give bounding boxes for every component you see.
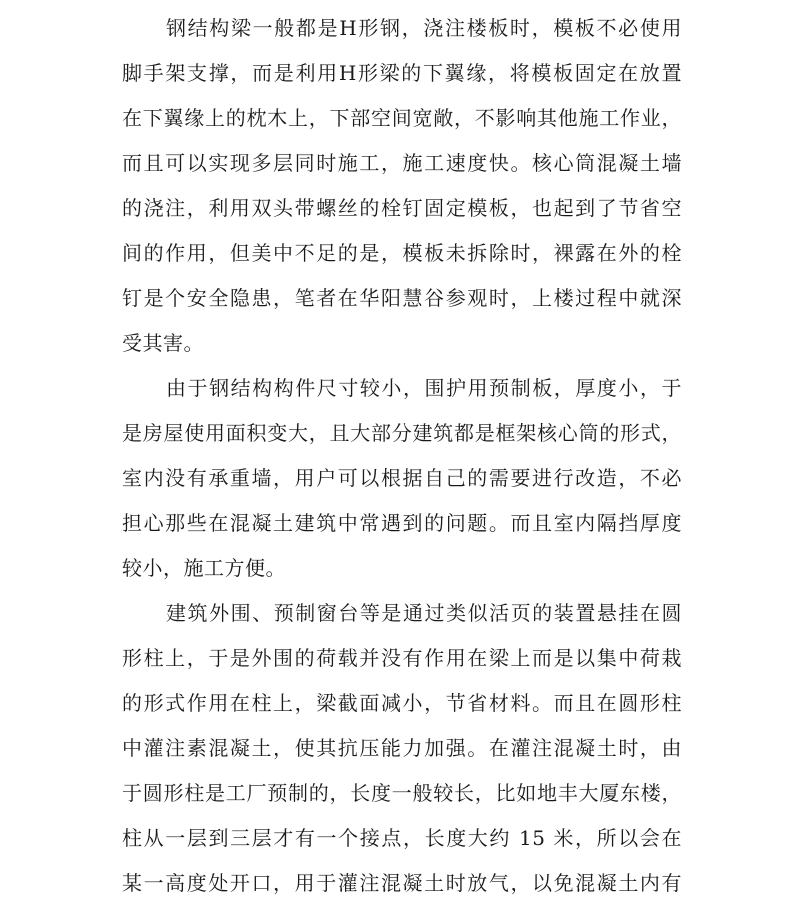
- text-line: 由于钢结构构件尺寸较小，围护用预制板，厚度小，于: [166, 376, 682, 400]
- text-line: 担心那些在混凝土建筑中常遇到的问题。而且室内隔挡厚度: [122, 511, 682, 535]
- text-line: 钉是个安全隐患，笔者在华阳慧谷参观时，上楼过程中就深: [122, 286, 682, 310]
- paragraph-steel-beams: [122, 6, 682, 366]
- text-line: 室内没有承重墙，用户可以根据自己的需要进行改造，不必: [122, 466, 682, 490]
- document-body: [122, 6, 682, 906]
- text-line: 形柱上，于是外围的荷载并没有作用在梁上而是以集中荷栽: [122, 646, 682, 670]
- text-line: 而且可以实现多层同时施工，施工速度快。核心筒混凝土墙: [122, 151, 682, 175]
- text-line: 间的作用，但美中不足的是，模板未拆除时，裸露在外的栓: [122, 241, 682, 265]
- text-line: 于圆形柱是工厂预制的，长度一般较长，比如地丰大厦东楼，: [122, 781, 682, 805]
- text-line: 较小，施工方便。: [122, 556, 286, 580]
- text-line: 某一高度处开口，用于灌注混凝土时放气，以免混凝土内有: [122, 871, 682, 895]
- text-line: 在下翼缘上的枕木上，下部空间宽敞，不影响其他施工作业，: [122, 106, 682, 130]
- text-line: 的形式作用在柱上，梁截面减小，节省材料。而且在圆形柱: [122, 691, 682, 715]
- paragraph-component-size: [122, 366, 682, 591]
- text-line: 是房屋使用面积变大，且大部分建筑都是框架核心筒的形式，: [122, 421, 682, 445]
- paragraph-exterior-columns: [122, 591, 682, 906]
- text-line: 受其害。: [122, 331, 204, 355]
- text-line: 脚手架支撑，而是利用H形梁的下翼缘，将模板固定在放置: [122, 61, 682, 85]
- text-line: 钢结构梁一般都是H形钢，浇注楼板时，模板不必使用: [166, 16, 682, 40]
- text-line: 建筑外围、预制窗台等是通过类似活页的装置悬挂在圆: [166, 601, 682, 625]
- text-line: 柱从一层到三层才有一个接点，长度大约 15 米，所以会在: [122, 826, 682, 850]
- text-line: 的浇注，利用双头带螺丝的栓钉固定模板，也起到了节省空: [122, 196, 682, 220]
- text-line: 中灌注素混凝土，使其抗压能力加强。在灌注混凝土时，由: [122, 736, 682, 760]
